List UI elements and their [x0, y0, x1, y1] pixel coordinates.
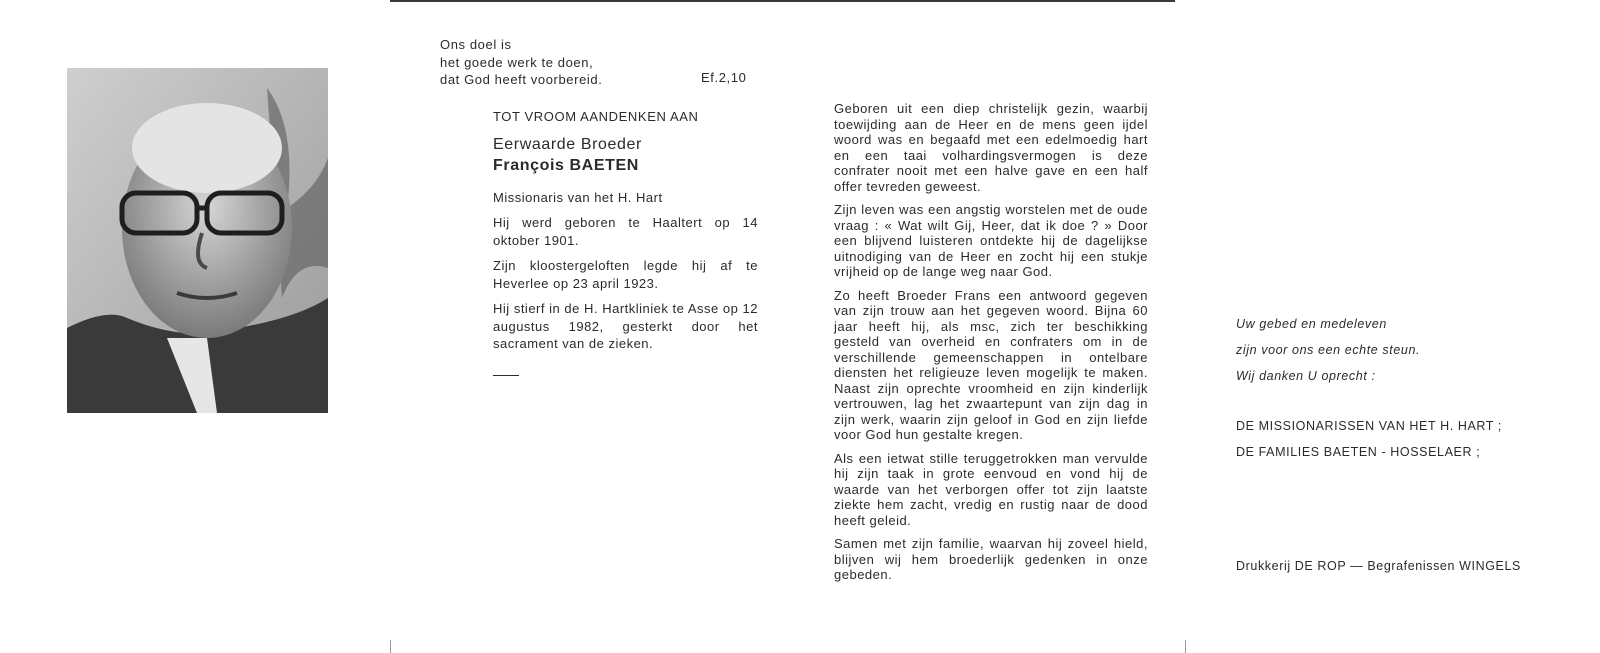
bible-motto [440, 36, 602, 89]
thanks-line: Uw gebed en medeleven [1236, 317, 1387, 331]
biography-paragraph: Als een ietwat stille teruggetrokken man vervulde hij zijn taak in grote eenvoud en vond hij de waarde van het verborgen offer tot zijn laatste ziekte hem zacht, vredig en rustig naar de dood heeft geleid. [834, 450, 1148, 528]
top-border-line [390, 0, 1175, 2]
death-text: Hij stierf in de H. Hartkliniek te Asse op 12 augustus 1982, gesterkt door het sacrament van de zieken. [493, 301, 758, 351]
biography-paragraph: Zijn leven was een angstig worstelen met de oude vraag : « Wat wilt Gij, Heer, dat ik doe ? » Door een blijvend luisteren ontdekte hij de dagelijkse uitnodiging van de Heer en zocht hij een stukje vrijheid op de lange weg naar God. [834, 202, 1148, 279]
memorial-column [493, 108, 758, 376]
biography-paragraph: Zo heeft Broeder Frans een antwoord gegeven van zijn trouw aan het gegeven woord. Bijna 60 jaar heeft hij, als msc, zich ter beschikking gesteld van overheid en confraters om in de verschillende gemeenschappen in ontelbare diensten het religieuze leven mogelijk te maken. Naast zijn oprechte vroomheid en zijn kinderlijk vertrouwen, lag het zwaartepunt van zijn dag in zijn werk, waarin zijn geloof in God en zijn liefde voor God hun gestalte kregen. [834, 287, 1148, 442]
thanks-column [1236, 311, 1502, 465]
portrait-photo [67, 68, 328, 413]
deceased-role: Missionaris van het H. Hart [493, 189, 663, 205]
motto-line: Ons doel is [440, 37, 512, 52]
sender-line: DE FAMILIES BAETEN - HOSSELAER ; [1236, 445, 1481, 459]
fold-mark-left [390, 640, 391, 653]
fold-mark-right [1185, 640, 1186, 653]
biography-paragraph: Samen met zijn familie, waarvan hij zoveel hield, blijven wij hem broederlijk gedenken in onze gebeden. [834, 536, 1148, 582]
deceased-title: Eerwaarde Broeder [493, 135, 642, 153]
deceased-name: François BAETEN [493, 157, 639, 174]
motto-line: het goede werk te doen, [440, 54, 594, 70]
birth-text: Hij werd geboren te Haaltert op 14 oktober 1901. [493, 215, 758, 248]
sender-line: DE MISSIONARISSEN VAN HET H. HART ; [1236, 419, 1502, 433]
motto-line: dat God heeft voorbereid. [440, 72, 603, 87]
thanks-line: Wij danken U oprecht : [1236, 369, 1376, 383]
memorial-heading: TOT VROOM AANDENKEN AAN [493, 109, 699, 124]
separator-dash [493, 375, 519, 376]
vows-text: Zijn kloostergeloften legde hij af te Heverlee op 23 april 1923. [493, 258, 758, 291]
bible-reference: Ef.2,10 [701, 70, 747, 85]
thanks-line: zijn voor ons een echte steun. [1236, 343, 1421, 357]
biography-column [834, 101, 1148, 591]
biography-paragraph: Geboren uit een diep christelijk gezin, waarbij toewijding aan de Heer en de mens geen ijdel woord was en begaafd met een edelmoedig hart en een taai volhardingsvermogen is deze confrater nooit met een halve gave en een half offer tevreden geweest. [834, 101, 1148, 194]
printer-credit: Drukkerij DE ROP — Begrafenissen WINGELS [1236, 559, 1521, 573]
